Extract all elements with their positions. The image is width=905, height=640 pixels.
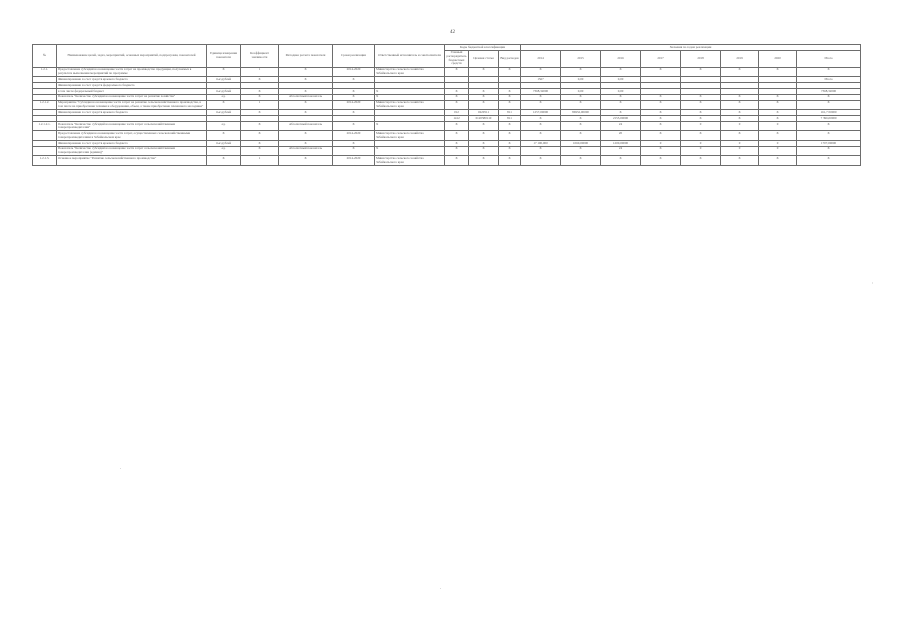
cell-y2018: Х — [681, 94, 721, 100]
table-body — [33, 67, 861, 165]
cell-grbs: 1412 — [445, 116, 469, 122]
cell-y2017: Х — [641, 94, 681, 100]
cell-coef: Х — [241, 121, 279, 131]
header-unit: Единица измерения показателя — [207, 45, 241, 68]
cell-coef: 1 — [241, 156, 279, 166]
cell-name: Показатель "Количество субсидий на возмещение части затрат сельскохозяйственным товаропроизводителям (единиц)" — [57, 146, 207, 156]
cell-y2015: Х — [561, 94, 601, 100]
cell-article: Х — [469, 131, 499, 141]
cell-kind: 811 — [499, 110, 521, 116]
cell-method: Абсолютный показатель — [279, 146, 333, 156]
header-year-2015: 2015 — [561, 50, 601, 67]
cell-term: 2014-2020 — [333, 100, 375, 110]
cell-y2016: 20 — [601, 131, 641, 141]
header-coef: Коэффициент значимости — [241, 45, 279, 68]
header-budget-article: Целевая статья — [469, 50, 499, 67]
cell-coef: Х — [241, 110, 279, 116]
cell-method: Абсолютный показатель — [279, 121, 333, 131]
cell-article: Х — [469, 67, 499, 77]
header-term: Сроки реализации — [333, 45, 375, 68]
cell-y2017: Х — [641, 146, 681, 156]
cell-y2015: 0,00 — [561, 77, 601, 83]
cell-y2015: Х — [561, 146, 601, 156]
cell-kind: Х — [499, 141, 521, 147]
table-row — [33, 146, 861, 156]
page-mark: . — [120, 466, 122, 471]
cell-y2014: Х — [521, 67, 561, 77]
cell-method: Х — [279, 67, 333, 77]
cell-y2019: Х — [721, 156, 759, 166]
cell-y2017: Х — [641, 131, 681, 141]
header-year-2017: 2017 — [641, 50, 681, 67]
header-year-2018: 2018 — [681, 50, 721, 67]
cell-responsible: Министерство сельского хозяйства Забайкальского края — [375, 100, 445, 110]
cell-grbs: Х — [445, 121, 469, 131]
cell-y2019: Х — [721, 94, 759, 100]
cell-y2017: Х — [641, 67, 681, 77]
cell-y2016: 2155,00000 — [601, 116, 641, 122]
cell-total: 7368,32000 — [797, 88, 861, 94]
cell-coef: Х — [241, 88, 279, 94]
cell-name: Финансирование за счет средств краевого бюджета — [57, 110, 207, 116]
cell-y2015: Х — [561, 131, 601, 141]
cell-total: 1707,00000 — [797, 141, 861, 147]
cell-method: Х — [279, 141, 333, 147]
cell-y2016: Х — [601, 67, 641, 77]
cell-article: Х — [469, 156, 499, 166]
cell-coef: Х — [241, 131, 279, 141]
cell-y2020: Х — [759, 100, 797, 110]
header-total: Итого — [797, 50, 861, 67]
cell-method: Х — [279, 156, 333, 166]
cell-y2020: 0 — [759, 121, 797, 131]
table-row — [33, 67, 861, 77]
cell-total: Х — [797, 94, 861, 100]
cell-unit: тыс.рублей — [207, 110, 241, 116]
header-budget-group: Коды бюджетной классификации — [445, 45, 521, 51]
cell-y2018: Х — [681, 116, 721, 122]
cell-grbs: Х — [445, 94, 469, 100]
cell-total: 161,7 00000 — [797, 110, 861, 116]
cell-term: Х — [333, 77, 375, 83]
cell-coef: 1 — [241, 67, 279, 77]
cell-no: 1.2.1.2.1. — [33, 121, 57, 131]
cell-kind: Х — [499, 131, 521, 141]
cell-term: 2014-2020 — [333, 156, 375, 166]
cell-responsible: Х — [375, 146, 445, 156]
cell-y2018: 0 — [681, 146, 721, 156]
cell-name: Показатель "Количество субсидий на возмещение части затрат на развитие хозяйства" — [57, 94, 207, 100]
cell-y2018: 0 — [681, 141, 721, 147]
cell-y2016: 24 — [601, 146, 641, 156]
page-mark: . — [440, 586, 442, 591]
cell-y2020: 0 — [759, 146, 797, 156]
cell-unit: ед. — [207, 94, 241, 100]
cell-grbs: Х — [445, 156, 469, 166]
cell-article: Х — [469, 94, 499, 100]
cell-coef: Х — [241, 77, 279, 83]
cell-total: Х — [797, 100, 861, 110]
cell-y2018: Х — [681, 67, 721, 77]
cell-total: Х — [797, 156, 861, 166]
header-budget-kind: Вид расходов — [499, 50, 521, 67]
cell-unit: тыс.рублей — [207, 77, 241, 83]
cell-y2014: Х — [521, 131, 561, 141]
cell-name: Финансирование за счет средств федерального бюджета — [57, 83, 207, 89]
cell-unit: тыс.рублей — [207, 88, 241, 94]
cell-term: Х — [333, 141, 375, 147]
cell-article: Х — [469, 88, 499, 94]
header-method: Методика расчета показателя — [279, 45, 333, 68]
header-year-2016: 2016 — [601, 50, 641, 67]
cell-term: Х — [333, 110, 375, 116]
cell-y2014: 17 100,000 — [521, 141, 561, 147]
table-row — [33, 100, 861, 110]
cell-name: Финансирование за счет средств краевого бюджета — [57, 77, 207, 83]
cell-y2015: 1060,00000 — [561, 141, 601, 147]
cell-y2019: 0 — [721, 121, 759, 131]
cell-grbs: Х — [445, 131, 469, 141]
cell-total: Х — [797, 146, 861, 156]
cell-total: 7 396,00000 — [797, 116, 861, 122]
header-year-2020: 2020 — [759, 50, 797, 67]
cell-y2014: Х — [521, 94, 561, 100]
cell-y2015: 0,00 — [561, 88, 601, 94]
cell-y2016: 0,00 — [601, 77, 641, 83]
table-row — [33, 156, 861, 166]
cell-method: Х — [279, 110, 333, 116]
cell-method: Абсолютный показатель — [279, 94, 333, 100]
cell-y2019: 0 — [721, 141, 759, 147]
cell-name: Мероприятие "Субсидия на возмещение части затрат на развитие сельскохозяйственного производства, в том числе на приобретение техники и оборудования, объем, а также приобретение племенного молодняка" — [57, 100, 207, 110]
cell-coef: Х — [241, 141, 279, 147]
cell-y2017: Х — [641, 156, 681, 166]
cell-y2014: Х — [521, 146, 561, 156]
cell-term: Х — [333, 121, 375, 131]
cell-y2017: Х — [641, 110, 681, 116]
cell-y2020: 0 — [759, 141, 797, 147]
cell-grbs: Х — [445, 88, 469, 94]
cell-y2014: Х — [521, 100, 561, 110]
cell-y2020: Х — [759, 67, 797, 77]
cell-y2015: Х — [561, 67, 601, 77]
cell-y2020: Х — [759, 131, 797, 141]
page-mark: ' — [872, 283, 873, 288]
header-responsible: Ответственный исполнитель и соисполнители — [375, 45, 445, 68]
cell-y2016: 0,00 — [601, 88, 641, 94]
cell-kind: Х — [499, 146, 521, 156]
program-table — [32, 44, 861, 166]
cell-y2019: Х — [721, 110, 759, 116]
cell-term: 2014-2020 — [333, 67, 375, 77]
cell-method: Х — [279, 100, 333, 110]
cell-method: Х — [279, 131, 333, 141]
cell-grbs: Х — [445, 67, 469, 77]
cell-unit: ед. — [207, 146, 241, 156]
cell-unit: Х — [207, 131, 241, 141]
header-values-group: Значения по годам реализации — [521, 45, 861, 51]
header-name: Наименование целей, задач, мероприятий, основных мероприятий, подпрограмм, показателей — [57, 45, 207, 68]
cell-responsible: Х — [375, 88, 445, 94]
cell-no — [33, 146, 57, 156]
cell-responsible: Х — [375, 94, 445, 100]
cell-kind: Х — [499, 88, 521, 94]
header-no: № — [33, 45, 57, 68]
cell-y2016: Х — [601, 94, 641, 100]
cell-y2019: Х — [721, 131, 759, 141]
cell-no: 1.2.1.3. — [33, 156, 57, 166]
cell-y2014: Х — [521, 156, 561, 166]
cell-name: в том числе федеральный бюджет — [57, 88, 207, 94]
cell-y2019: Х — [721, 67, 759, 77]
cell-article: Х — [469, 146, 499, 156]
cell-y2014: Х — [521, 121, 561, 131]
cell-total: Итого — [797, 77, 861, 83]
cell-name: Финансирование за счет средств краевого бюджета — [57, 141, 207, 147]
cell-kind: Х — [499, 94, 521, 100]
cell-total: Х — [797, 67, 861, 77]
cell-y2014: 7368,32000 — [521, 88, 561, 94]
cell-y2019: Х — [721, 100, 759, 110]
cell-coef: Х — [241, 94, 279, 100]
cell-y2018: 0 — [681, 121, 721, 131]
cell-article: Х — [469, 141, 499, 147]
cell-responsible: Х — [375, 121, 445, 131]
cell-responsible: Министерство сельского хозяйства Забайкальского края — [375, 131, 445, 141]
cell-y2017: Х — [641, 121, 681, 131]
cell-y2018: Х — [681, 131, 721, 141]
cell-grbs: Х — [445, 141, 469, 147]
cell-article: Х — [469, 121, 499, 131]
cell-method: Х — [279, 77, 333, 83]
cell-grbs: Х — [445, 100, 469, 110]
cell-article: 0220511 — [469, 110, 499, 116]
cell-y2017: Х — [641, 100, 681, 110]
cell-y2015: Х — [561, 156, 601, 166]
cell-name: Предоставление субсидий на возмещение части затрат на производство продукции, получаемых в результате выполнения мероприятий по программе — [57, 67, 207, 77]
cell-kind: Х — [499, 100, 521, 110]
cell-y2015: Х — [561, 100, 601, 110]
cell-y2019: Х — [721, 116, 759, 122]
cell-y2017: 0 — [641, 141, 681, 147]
cell-term: Х — [333, 146, 375, 156]
cell-y2015: Х — [561, 116, 601, 122]
cell-name: Основное мероприятие "Развитие сельскохозяйственного производства" — [57, 156, 207, 166]
cell-y2018: Х — [681, 100, 721, 110]
cell-grbs: 012 — [445, 110, 469, 116]
cell-y2020: Х — [759, 156, 797, 166]
cell-responsible: Министерство сельского хозяйства Забайкальского края — [375, 156, 445, 166]
cell-y2016: 24 — [601, 121, 641, 131]
cell-unit: Х — [207, 100, 241, 110]
cell-term: Х — [333, 94, 375, 100]
cell-term: 2014-2020 — [333, 131, 375, 141]
cell-method: Х — [279, 88, 333, 94]
header-year-2014: 2014 — [521, 50, 561, 67]
cell-total: Х — [797, 121, 861, 131]
cell-y2016: 1200,00000 — [601, 141, 641, 147]
cell-kind: Х — [499, 121, 521, 131]
cell-y2020: Х — [759, 94, 797, 100]
cell-no: 1.2.1. — [33, 67, 57, 77]
cell-no: 1.2.1.2. — [33, 100, 57, 110]
cell-y2017: Х — [641, 116, 681, 122]
cell-unit: Х — [207, 156, 241, 166]
cell-unit: Х — [207, 67, 241, 77]
cell-y2015: Х — [561, 121, 601, 131]
table-row — [33, 121, 861, 131]
cell-y2016: Х — [601, 156, 641, 166]
cell-y2019: 0 — [721, 146, 759, 156]
header-year-2019: 2019 — [721, 50, 759, 67]
cell-unit: тыс.рублей — [207, 141, 241, 147]
cell-article: 0120580110 — [469, 116, 499, 122]
cell-y2014: Х — [521, 116, 561, 122]
cell-article: Х — [469, 100, 499, 110]
cell-responsible: Министерство сельского хозяйства Забайкальского края — [375, 67, 445, 77]
cell-y2016: Х — [601, 100, 641, 110]
table-row — [33, 131, 861, 141]
cell-term: Х — [333, 88, 375, 94]
page-number: 42 — [450, 30, 455, 35]
cell-y2015: 86932,00000 — [561, 110, 601, 116]
cell-kind: 811 — [499, 116, 521, 122]
cell-y2018: Х — [681, 110, 721, 116]
cell-unit: ед. — [207, 121, 241, 131]
cell-kind: Х — [499, 67, 521, 77]
cell-y2020: Х — [759, 110, 797, 116]
cell-kind: Х — [499, 156, 521, 166]
cell-y2014: 1567 — [521, 77, 561, 83]
cell-y2018: Х — [681, 156, 721, 166]
cell-no — [33, 131, 57, 141]
cell-total: Х — [797, 131, 861, 141]
header-budget-grbs: Главный распорядитель бюджетных средств — [445, 50, 469, 67]
cell-y2016: Х — [601, 110, 641, 116]
cell-grbs: Х — [445, 146, 469, 156]
cell-coef: 1 — [241, 100, 279, 110]
cell-coef: Х — [241, 146, 279, 156]
cell-name: Показатель "Количество субсидий на возмещение части затрат сельскохозяйственным товаропроизводителям" — [57, 121, 207, 131]
cell-name: Предоставление субсидии на возмещение части затрат, осуществленных сельскохозяйственными товаропроизводителями в Забайкальском крае — [57, 131, 207, 141]
cell-y2020: Х — [759, 116, 797, 122]
cell-y2014: 1257,00000 — [521, 110, 561, 116]
